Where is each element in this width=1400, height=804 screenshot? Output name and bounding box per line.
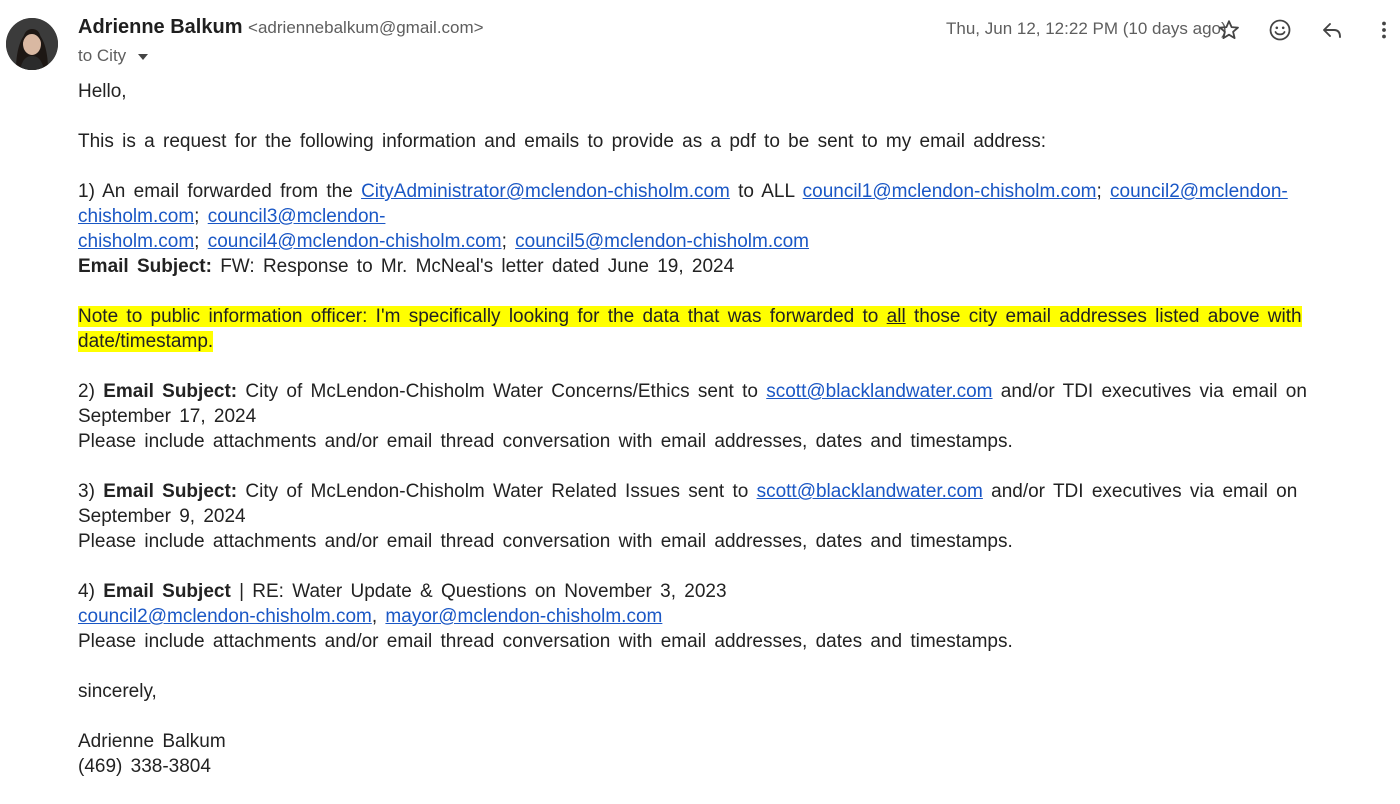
request-item-1: 1) An email forwarded from the CityAdministrator@mclendon-chisholm.com to ALL council1@mclendon-chisholm.com; council2@mclendon-chisholm.com; council3@mclendon- chisholm.com; council4@mclendon-chisholm.com; council5@mclendon-chisholm.com Email Subject: FW: Response to Mr. McNeal's letter dated June 19, 2024 bbox=[78, 181, 1288, 277]
item2-tail: and/or TDI executives via email on September 17, 2024 bbox=[78, 381, 1307, 427]
item1-prefix: 1) An email forwarded from the bbox=[78, 181, 353, 202]
avatar[interactable] bbox=[6, 18, 58, 70]
item2-subject-text: City of McLendon-Chisholm Water Concerns/Ethics sent to bbox=[245, 381, 758, 402]
link-council1[interactable]: council1@mclendon-chisholm.com bbox=[802, 181, 1097, 202]
item4-number: 4) bbox=[78, 581, 95, 602]
item3-number: 3) bbox=[78, 481, 95, 502]
link-mayor[interactable]: mayor@mclendon-chisholm.com bbox=[385, 606, 663, 627]
link-city-administrator[interactable]: CityAdministrator@mclendon-chisholm.com bbox=[361, 181, 730, 202]
link-council2[interactable]: council2@mclendon-chisholm.com bbox=[78, 181, 1288, 227]
item1-subject-text: FW: Response to Mr. McNeal's letter dated June 19, 2024 bbox=[220, 256, 735, 277]
item2-number: 2) bbox=[78, 381, 95, 402]
item3-instructions: Please include attachments and/or email thread conversation with email addresses, dates and timestamps. bbox=[78, 531, 1013, 552]
signature-name: Adrienne Balkum bbox=[78, 731, 226, 752]
link-council5[interactable]: council5@mclendon-chisholm.com bbox=[515, 231, 809, 252]
note-highlight bbox=[78, 306, 1302, 352]
recipient-label: to City bbox=[78, 46, 127, 65]
add-reaction-button[interactable] bbox=[1264, 14, 1296, 46]
reply-button[interactable] bbox=[1316, 14, 1348, 46]
note-before: Note to public information officer: I'm specifically looking for the data that was forwarded to bbox=[78, 306, 879, 327]
reply-icon bbox=[1320, 18, 1344, 42]
item1-subject-label: Email Subject: bbox=[78, 256, 212, 277]
star-button[interactable] bbox=[1213, 14, 1245, 46]
closing: sincerely, bbox=[78, 681, 157, 702]
item4-subject-label: Email Subject bbox=[103, 581, 231, 602]
intro-paragraph: This is a request for the following information and emails to provide as a pdf to be sent to my email address: bbox=[78, 131, 1047, 152]
greeting: Hello, bbox=[78, 81, 127, 102]
request-item-2 bbox=[78, 379, 1390, 454]
sender-line bbox=[78, 16, 484, 39]
item2-instructions: Please include attachments and/or email thread conversation with email addresses, dates and timestamps. bbox=[78, 431, 1013, 452]
item3-tail: and/or TDI executives via email on September 9, 2024 bbox=[78, 481, 1298, 527]
avatar-photo bbox=[6, 18, 58, 70]
sender-email: <adriennebalkum@gmail.com> bbox=[248, 18, 484, 37]
note-after: those city email addresses listed above with date/timestamp. bbox=[78, 306, 1302, 352]
signature bbox=[78, 729, 1390, 779]
note-paragraph bbox=[78, 304, 1390, 354]
star-icon bbox=[1217, 18, 1241, 42]
message-date: Thu, Jun 12, 12:22 PM (10 days ago) bbox=[946, 19, 1227, 38]
signature-phone: (469) 338-3804 bbox=[78, 756, 211, 777]
item3-subject-label: Email Subject: bbox=[103, 481, 238, 502]
recipient-line bbox=[78, 46, 148, 66]
link-council3-part1: council3@mclendon- bbox=[207, 206, 386, 227]
more-options-button[interactable] bbox=[1368, 14, 1400, 46]
link-scott-item3[interactable]: scott@blacklandwater.com bbox=[756, 481, 983, 502]
sender-name[interactable]: Adrienne Balkum bbox=[78, 16, 243, 38]
link-council2-item4[interactable]: council2@mclendon-chisholm.com bbox=[78, 606, 372, 627]
note-underlined: all bbox=[886, 306, 906, 327]
link-council3-part2: chisholm.com bbox=[78, 231, 195, 252]
request-item-3 bbox=[78, 479, 1390, 554]
item4-instructions: Please include attachments and/or email thread conversation with email addresses, dates and timestamps. bbox=[78, 631, 1013, 652]
item2-subject-label: Email Subject: bbox=[103, 381, 238, 402]
link-council4[interactable]: council4@mclendon-chisholm.com bbox=[207, 231, 502, 252]
emoji-icon bbox=[1268, 18, 1292, 42]
item1-to-all: to ALL bbox=[738, 181, 795, 202]
link-scott-item2[interactable]: scott@blacklandwater.com bbox=[766, 381, 993, 402]
item4-subject-text: | RE: Water Update & Questions on November 3, 2023 bbox=[239, 581, 727, 602]
more-vert-icon bbox=[1372, 18, 1396, 42]
request-item-4: 4) Email Subject | RE: Water Update & Questions on November 3, 2023 council2@mclendon-chisholm.com, mayor@mclendon-chisholm.com Please include attachments and/or email thread conversation with email addresses, dates and timestamps. bbox=[78, 581, 1013, 652]
show-details-dropdown-icon[interactable] bbox=[138, 54, 148, 60]
message-body bbox=[78, 79, 1390, 804]
item3-subject-text: City of McLendon-Chisholm Water Related Issues sent to bbox=[245, 481, 749, 502]
